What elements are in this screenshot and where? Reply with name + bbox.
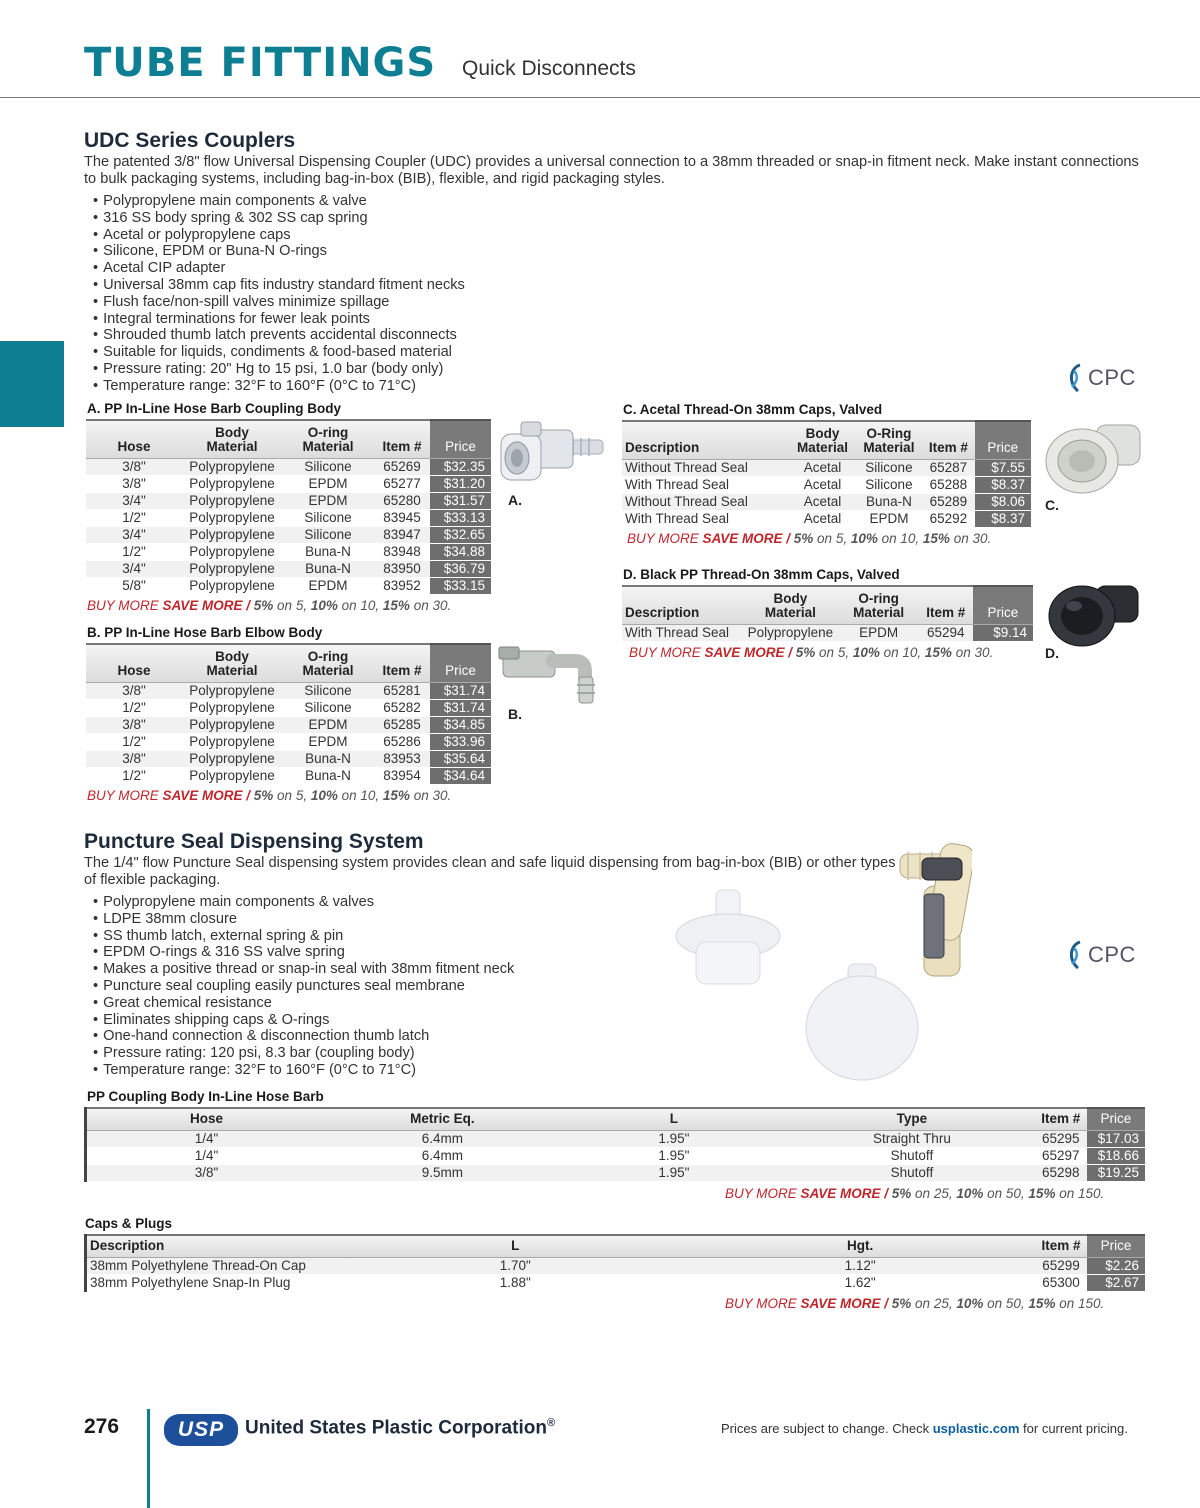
cpc-logo <box>1066 363 1136 393</box>
table-b <box>86 643 491 785</box>
col-item: Item # <box>1035 1108 1087 1130</box>
table-row: 3/4" Polypropylene Buna-N 83950 $36.79 <box>86 560 491 577</box>
col-price: Price <box>975 421 1031 459</box>
list-item: • Acetal CIP adapter <box>93 260 653 277</box>
table-row: 1/4" 6.4mm 1.95" Shutoff 65297 $18.66 <box>86 1147 1146 1164</box>
table-row: 1/2" Polypropylene Silicone 65282 $31.74 <box>86 699 491 716</box>
puncture-section-title: Puncture Seal Dispensing System <box>84 830 424 853</box>
udc-feature-list <box>93 193 653 395</box>
cpc-logo-text: CPC <box>1088 365 1136 390</box>
table-row: With Thread Seal Acetal EPDM 65292 $8.37 <box>622 510 1031 527</box>
list-item: • Polypropylene main components & valve <box>93 193 653 210</box>
figure-label-d: D. <box>1045 645 1059 661</box>
table-a-title: A. PP In-Line Hose Barb Coupling Body <box>87 401 342 416</box>
udc-intro: The patented 3/8" flow Universal Dispensing Coupler (UDC) provides a universal connection to a 38mm threaded or snap-in fitment neck. Make instant connections to bulk packaging systems, including bag-in-box (BIB), flexible, and rigid packaging styles. <box>84 154 1139 187</box>
table-row: With Thread Seal Acetal Silicone 65288 $8.37 <box>622 476 1031 493</box>
list-item: • Eliminates shipping caps & O-rings <box>93 1012 653 1029</box>
list-item: • Silicone, EPDM or Buna-N O-rings <box>93 243 653 260</box>
page-subtitle: Quick Disconnects <box>462 57 636 80</box>
page-title: TUBE FITTINGS <box>84 40 437 86</box>
table-row: With Thread Seal Polypropylene EPDM 65294 $9.14 <box>622 624 1033 641</box>
table-row: 3/4" Polypropylene Silicone 83947 $32.65 <box>86 526 491 543</box>
footer-divider <box>147 1409 150 1508</box>
col-price: Price <box>973 586 1033 624</box>
buy-more-note-caps: BUY MORE SAVE MORE / 5% on 25, 10% on 50, 15% on 150. <box>725 1296 1105 1311</box>
company-name: United States Plastic Corporation® <box>245 1417 556 1439</box>
col-hose: Hose <box>86 644 182 682</box>
cpc-logo-text: CPC <box>1088 942 1136 967</box>
list-item: • SS thumb latch, external spring & pin <box>93 928 653 945</box>
col-price: Price <box>1087 1235 1145 1257</box>
acetal-cap-image <box>1040 415 1148 499</box>
list-item: • Great chemical resistance <box>93 995 653 1012</box>
udc-section-title: UDC Series Couplers <box>84 129 296 152</box>
table-row: 1/2" Polypropylene Silicone 83945 $33.13 <box>86 509 491 526</box>
col-price: Price <box>430 420 491 458</box>
list-item: • Suitable for liquids, condiments & food-based material <box>93 344 653 361</box>
list-item: • Makes a positive thread or snap-in seal with 38mm fitment neck <box>93 961 653 978</box>
col-height: Hgt. <box>685 1235 1035 1257</box>
usp-logo-text: USP <box>177 1418 225 1441</box>
col-item: Item # <box>1035 1235 1087 1257</box>
table-row: 3/8" 9.5mm 1.95" Shutoff 65298 $19.25 <box>86 1164 1146 1181</box>
buy-more-note-b: BUY MORE SAVE MORE / 5% on 5, 10% on 10, 15% on 30. <box>87 788 452 803</box>
col-price: Price <box>430 644 491 682</box>
col-oring-material: O-Ring Material <box>856 421 922 459</box>
table-row: 3/8" Polypropylene EPDM 65285 $34.85 <box>86 716 491 733</box>
list-item: • Acetal or polypropylene caps <box>93 227 653 244</box>
table-row: 3/8" Polypropylene Silicone 65281 $31.74 <box>86 682 491 699</box>
puncture-seal-image <box>672 838 972 1088</box>
col-body-material: Body Material <box>182 420 282 458</box>
list-item: • Shrouded thumb latch prevents accidental disconnects <box>93 327 653 344</box>
header-rule <box>0 97 1200 98</box>
list-item: • Polypropylene main components & valves <box>93 894 653 911</box>
col-item: Item # <box>922 421 974 459</box>
col-description: Description <box>86 1235 346 1257</box>
table-row: 5/8" Polypropylene EPDM 83952 $33.15 <box>86 577 491 594</box>
col-item: Item # <box>919 586 973 624</box>
table-d-title: D. Black PP Thread-On 38mm Caps, Valved <box>623 567 900 582</box>
table-c <box>622 420 1031 528</box>
col-price: Price <box>1087 1108 1145 1130</box>
table-pp-coupling <box>84 1107 1145 1182</box>
col-item: Item # <box>374 644 430 682</box>
list-item: • Puncture seal coupling easily punctures seal membrane <box>93 978 653 995</box>
list-item: • Pressure rating: 20" Hg to 15 psi, 1.0 bar (body only) <box>93 361 653 378</box>
website-link[interactable]: usplastic.com <box>932 1421 1020 1436</box>
list-item: • Temperature range: 32°F to 160°F (0°C to 71°C) <box>93 378 653 395</box>
cpc-logo <box>1066 940 1136 970</box>
col-oring-material: O-ring Material <box>282 420 374 458</box>
figure-label-a: A. <box>508 492 522 508</box>
table-caps-title: Caps & Plugs <box>85 1216 173 1231</box>
list-item: • 316 SS body spring & 302 SS cap spring <box>93 210 653 227</box>
col-length: L <box>345 1235 685 1257</box>
buy-more-note-c: BUY MORE SAVE MORE / 5% on 5, 10% on 10, 15% on 30. <box>627 531 992 546</box>
page-number: 276 <box>84 1415 120 1438</box>
list-item: • Universal 38mm cap fits industry standard fitment necks <box>93 277 653 294</box>
cpc-logo-icon <box>1066 363 1086 393</box>
list-item: • Integral terminations for fewer leak points <box>93 311 653 328</box>
buy-more-note-a: BUY MORE SAVE MORE / 5% on 5, 10% on 10, 15% on 30. <box>87 598 452 613</box>
usp-logo <box>164 1414 238 1446</box>
table-c-title: C. Acetal Thread-On 38mm Caps, Valved <box>623 402 883 417</box>
col-description: Description <box>622 586 742 624</box>
pricing-note: Prices are subject to change. Check usplastic.com for current pricing. <box>721 1421 1128 1436</box>
puncture-intro: The 1/4" flow Puncture Seal dispensing system provides clean and safe liquid dispensing from bag-in-box (BIB) or other types of flexible packaging. <box>84 855 896 888</box>
col-oring-material: O-ring Material <box>839 586 919 624</box>
col-body-material: Body Material <box>789 421 855 459</box>
figure-label-c: C. <box>1045 497 1059 513</box>
list-item: • One-hand connection & disconnection thumb latch <box>93 1028 653 1045</box>
list-item: • Flush face/non-spill valves minimize spillage <box>93 294 653 311</box>
elbow-body-image <box>497 643 609 707</box>
table-d <box>622 585 1033 642</box>
col-hose: Hose <box>86 420 182 458</box>
list-item: • EPDM O-rings & 316 SS valve spring <box>93 944 653 961</box>
black-cap-image <box>1044 578 1144 652</box>
col-body-material: Body Material <box>182 644 282 682</box>
col-body-material: Body Material <box>742 586 838 624</box>
table-row: Without Thread Seal Acetal Silicone 65287 $7.55 <box>622 459 1031 476</box>
buy-more-note-pp: BUY MORE SAVE MORE / 5% on 25, 10% on 50, 15% on 150. <box>725 1186 1105 1201</box>
table-pp-title: PP Coupling Body In-Line Hose Barb <box>87 1089 324 1104</box>
table-row: 3/8" Polypropylene EPDM 65277 $31.20 <box>86 475 491 492</box>
table-row: 1/2" Polypropylene EPDM 65286 $33.96 <box>86 733 491 750</box>
table-b-title: B. PP In-Line Hose Barb Elbow Body <box>87 625 323 640</box>
col-item: Item # <box>374 420 430 458</box>
cpc-logo-icon <box>1066 940 1086 970</box>
table-row: 3/8" Polypropylene Buna-N 83953 $35.64 <box>86 750 491 767</box>
table-row: 38mm Polyethylene Thread-On Cap 1.70" 1.12" 65299 $2.26 <box>86 1257 1146 1274</box>
table-row: 1/4" 6.4mm 1.95" Straight Thru 65295 $17.03 <box>86 1130 1146 1147</box>
col-length: L <box>559 1108 790 1130</box>
table-row: Without Thread Seal Acetal Buna-N 65289 $8.06 <box>622 493 1031 510</box>
table-row: 3/4" Polypropylene EPDM 65280 $31.57 <box>86 492 491 509</box>
col-oring-material: O-ring Material <box>282 644 374 682</box>
col-type: Type <box>789 1108 1035 1130</box>
table-caps-plugs <box>84 1234 1145 1292</box>
col-description: Description <box>622 421 789 459</box>
figure-label-b: B. <box>508 706 522 722</box>
table-row: 1/2" Polypropylene Buna-N 83954 $34.64 <box>86 767 491 784</box>
table-a <box>86 419 491 595</box>
table-row: 1/2" Polypropylene Buna-N 83948 $34.88 <box>86 543 491 560</box>
table-row: 38mm Polyethylene Snap-In Plug 1.88" 1.62" 65300 $2.67 <box>86 1274 1146 1291</box>
buy-more-note-d: BUY MORE SAVE MORE / 5% on 5, 10% on 10, 15% on 30. <box>629 645 994 660</box>
list-item: • LDPE 38mm closure <box>93 911 653 928</box>
col-metric: Metric Eq. <box>326 1108 559 1130</box>
section-tab <box>0 341 64 427</box>
puncture-feature-list <box>93 894 653 1079</box>
list-item: • Pressure rating: 120 psi, 8.3 bar (coupling body) <box>93 1045 653 1062</box>
col-hose: Hose <box>86 1108 327 1130</box>
table-row: 3/8" Polypropylene Silicone 65269 $32.35 <box>86 458 491 475</box>
coupling-body-image <box>497 418 609 490</box>
list-item: • Temperature range: 32°F to 160°F (0°C to 71°C) <box>93 1062 653 1079</box>
